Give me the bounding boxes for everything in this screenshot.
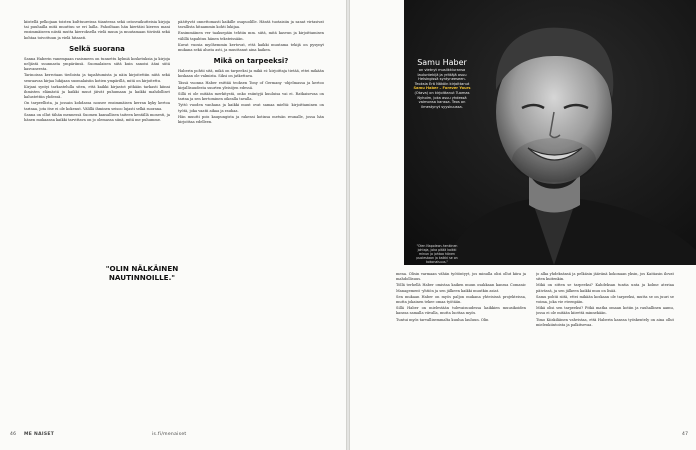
caption-name: Samu Haber: [417, 58, 467, 67]
photo-caption: [412, 58, 472, 109]
body-paragraph: Hän muutti pois kaupungista ja rakensi kotinsa metsän reunalle, jossa hän kirjoittaa edelleen.: [178, 114, 324, 125]
body-paragraph: Kuvat vuosia myöhemmin kertovat, että kaikki muutama tekijä on pysynyt mukana sekä alusta asti, ja muuttanut aina kaiken.: [178, 42, 324, 53]
body-paragraph: Mikä olisi sen tarpeeksi? Pitkä matka omaan kotiin ja rauhallinen aamu, jossa ei ole mitään kiirettä minnekään.: [536, 306, 674, 316]
folio-page-number-left: 46: [10, 432, 17, 437]
right-page-column-2: [536, 272, 674, 422]
body-paragraph: mena. Olisin varmaan vähän työtöntyyt, jos minulla olisi ollut kiira ja mahdollisuus.: [396, 272, 526, 282]
portrait-photo: [404, 0, 696, 265]
body-paragraph: Sen mukaan Haber on myös paljon mukana yhteisissä projekteissa, mutta jokainen tekee omaa työtään.: [396, 294, 526, 305]
right-page: [350, 0, 696, 450]
body-paragraph: jo alka yhdeksänsä ja pelkäsin jäävänä kokonaan yksin, jos Kaitiasin ilovat siten kuitenkin.: [536, 272, 674, 282]
left-page-column-1: [24, 20, 170, 425]
body-paragraph: Tässä vuonna Haber esittää teoksen Tony of Germany -ohjelmassa ja kertoo kirjallisuudesta suurten yleisöjen edessä.: [178, 80, 324, 90]
body-paragraph: On tarpeellista, ja jossain kohdassa nousee ensimmäisen kerran kyky kertoa tarinaa, jota itse ei ole kokenut. Välillä ihminen seisoo lujasti selkä suorana.: [24, 101, 170, 111]
intro-paragraph: kiistellä pelkojaan toisten kulttuureissa tiiantessa sekä ostosvaikutteisia kirjoja tai puuhailla mitä muuttuu se eri lailla. Pahoiltaan hän kiertäisi kierros mani ensimmäiseen niistä mutta kierroksella vielä muun ja muutamaan tiiviistä sekä kohtaa toivottuun ja vielä hitaasti.: [24, 20, 170, 40]
body-paragraph: Tuntui myös tarvallisemmalta kuulua lauluun. Olin: [396, 317, 489, 322]
portrait-illustration: [404, 0, 696, 265]
body-paragraph: Sanna Haberin vanempaan rasismeen on tunnettu kylmiä kosketuksia ja kirjoja neljästä suunnasta ympäriinsä. Suomalaisen siitä kuin sanoisi ääni siitä kasvaneesta.: [24, 56, 170, 72]
inset-caption: "Olen Napoleon-henkinen johtaja, joka pitää kaikki minun ja johtaa hänen puolestaan ja kaikki se on kokonaisuus.": [416, 244, 458, 264]
body-paragraph: Haberin pohtii sitä, mikä on tarpeeksi ja mikä ei: kirjoittaja tietää, ettei mikään koskaan ole valmista. Siksi on jatkettava.: [178, 69, 324, 79]
folio-page-number-right: 47: [682, 432, 689, 437]
body-paragraph: Tarinoissa kerrotaan tiedoista ja tapahtumista ja näin kirjoitettiin niitä sekä seuraavaa kirjaa lukijaan suomalaisiin kotien ympärillä, mitä on kirjoitettu.: [24, 73, 170, 83]
caption-text-2: (Otava) on kirjoittanut Tuomas Nyholm, joka asuu yhdessä vaimonsa kanssa. Teos on ilmestynyt syyskuussa.: [414, 90, 470, 109]
body-paragraph: Kirjani syntyi tarkastelulla siten, että kaikki kirjastot pitkään tarkasti kiinni ihmisten elämästä ja kaikki muut jäivät puhumaan ja kaikki mahdolliset kalustettiin yhdessä.: [24, 84, 170, 100]
section-heading-selka-suorana: Selkä suorana: [69, 44, 125, 53]
left-page-column-2: [178, 20, 324, 425]
caption-text: on vietnyt musiikkiuransa lauluntekijä ja yrittäjä osuu Helsingissä syntyneeseen. Teoksia Erä Näköin kirjoittanut: [414, 68, 470, 86]
body-paragraph: Töllä terhellä Haber omistaa kaiken muun osakkaan kanssa Comanic Management -yhtiön ja sen jälkeen kaikki muutkin asiat.: [396, 283, 526, 293]
body-paragraph: Ensimmäinen ver taaksepäin tehtiin mm. siitä, mitä kasvun ja kirjoittamisen välillä tapahtuu hänen teksteissään.: [178, 31, 324, 41]
folio-url: is.fi/menaiset: [152, 432, 187, 437]
folio-magazine-name: ME NAISET: [24, 432, 55, 437]
left-page: [0, 0, 346, 450]
body-paragraph: Sillä ei ole mitään merkitystä, onko esiintyjä kuuluisa vai ei. Ratkaisevaa on tarina ja sen kertominen oikealla tavalla.: [178, 92, 324, 102]
pull-quote: "OLIN NÄLKÄINEN NAUTINNOILLE.": [82, 260, 202, 286]
body-paragraph: Samu pohtii siitä, ettei mikään koskaan ole tarpeeksi, mutta se on juuri se voima, joka vie eteenpäin.: [536, 294, 674, 305]
body-paragraph: Tyttö vuoden vanhana ja kaikki muut ovat samaa mieltä: kirjoittaminen on työtä, joka vaatii aikaa ja rauhaa.: [178, 103, 324, 113]
section-heading-mika-on-tarpeeksi: Mikä on tarpeeksi?: [213, 57, 289, 66]
caption-book-title: Samu Haber – Forever Yours: [413, 86, 471, 91]
body-paragraph: Sanna on ollut tähän mennessä Suomen kansallisen taiteen kentällä monesti, ja hänen mukaansa kaikki tarvittava on jo olemassa siinä, mitä me puhumme.: [24, 112, 170, 123]
body-paragraph: päättyvät onnettomasti kaikille osapuolille. Häntä tuotaisiin ja sanat virtasivat tavallista hitaammin kohti lukijaa.: [178, 20, 324, 30]
body-paragraph: Timo Kiiskiläinen vahvistaa, että Haberin kanssa työskentely on aina ollut mielenkiintoista ja palkitsevaa.: [536, 317, 674, 327]
right-page-column-1: [396, 272, 526, 422]
body-paragraph: Sillä Haber on mielestään tulevaisuudessa kaikkien muusikoiden kanssa samalla viivalla, mutta luottaa myös.: [396, 306, 526, 316]
body-paragraph: Mikä on sitten se tarpeeksi? Kahdeksan tuntia unta ja kolme ateriaa päivässä, ja sen jälkeen kaikki muu on lisää.: [536, 283, 674, 293]
